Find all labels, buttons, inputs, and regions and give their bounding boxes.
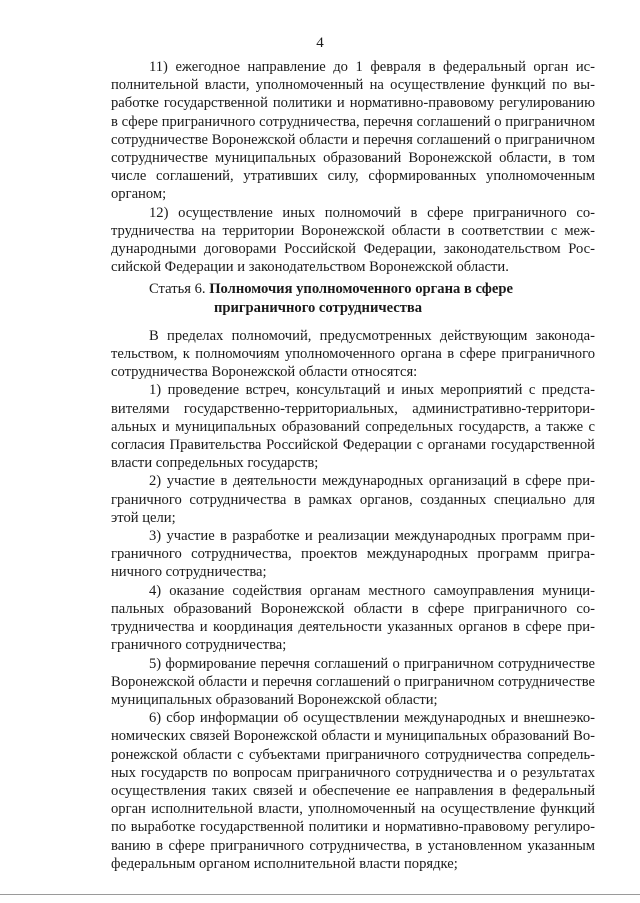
article-intro-paragraph: В пределах полномочий, предусмотренных действующим законодательством, к полномочиям уполномоченного органа в сфере приграничного сотрудничества Воронежской области относятся: <box>111 327 595 381</box>
list-item-2: 2) участие в деятельности международных организаций в сфере приграничного сотрудничества в рамках органов, созданных специально для этой цели; <box>111 473 595 526</box>
list-item-11: 11) ежегодное направление до 1 февраля в федеральный орган исполнительной власти, уполномоченный на осуществление функций по выработке государственной политики и нормативно-правовому регулированию в сфере приграничного сотрудничества, перечня соглашений о приграничном сотрудничестве Воронежской области и перечня соглашений о приграничном сотрудничестве муниципальных образований Воронежской области, в том числе соглашений, утративших силу, сформированных уполномоченным органом; <box>111 59 595 203</box>
list-item-3: 3) участие в разработке и реализации международных программ приграничного сотрудничества, проектов международных программ приграничного сотрудничества; <box>111 528 595 581</box>
document-body <box>111 58 595 873</box>
list-item-6: 6) сбор информации об осуществлении международных и внешнеэкономических связей Воронежской области и муниципальных образований Воронежской области с субъектами приграничного сотрудничества сопредельных государств по вопросам приграничного сотрудничества и о результатах осуществления таких связей и обеспечение ее направления в федеральный орган исполнительной власти, уполномоченный на осуществление функций по выработке государственной политики и нормативно-правовому регулированию в сфере приграничного сотрудничества, в установленном указанным федеральным органом исполнительной власти порядке; <box>111 710 595 872</box>
bottom-divider <box>0 894 640 895</box>
article-heading <box>111 280 595 316</box>
page-number: 4 <box>316 35 324 51</box>
article-number: Статья 6. <box>149 281 206 298</box>
list-item-12: 12) осуществление иных полномочий в сфере приграничного сотрудничества на территории Воронежской области в соответствии с международными договорами Российской Федерации, законодательством Российской Федерации и законодательством Воронежской области. <box>111 204 595 276</box>
list-item-1: 1) проведение встреч, консультаций и иных мероприятий с представителями государственно-территориальных, административно-территориальных и муниципальных образований сопредельных государств, а также с согласия Правительства Российской Федерации с органами государственной власти сопредельных государств; <box>111 382 595 472</box>
article-title-line-1: Полномочия уполномоченного органа в сфере <box>209 281 513 298</box>
list-item-5: 5) формирование перечня соглашений о приграничном сотрудничестве Воронежской области и перечня соглашений о приграничном сотрудничестве муниципальных образований Воронежской области; <box>111 655 595 708</box>
list-item-4: 4) оказание содействия органам местного самоуправления муниципальных образований Воронежской области в сфере приграничного сотрудничества и координация деятельности указанных органов в сфере приграничного сотрудничества; <box>111 582 595 654</box>
article-title-line-2: приграничного сотрудничества <box>214 299 423 316</box>
